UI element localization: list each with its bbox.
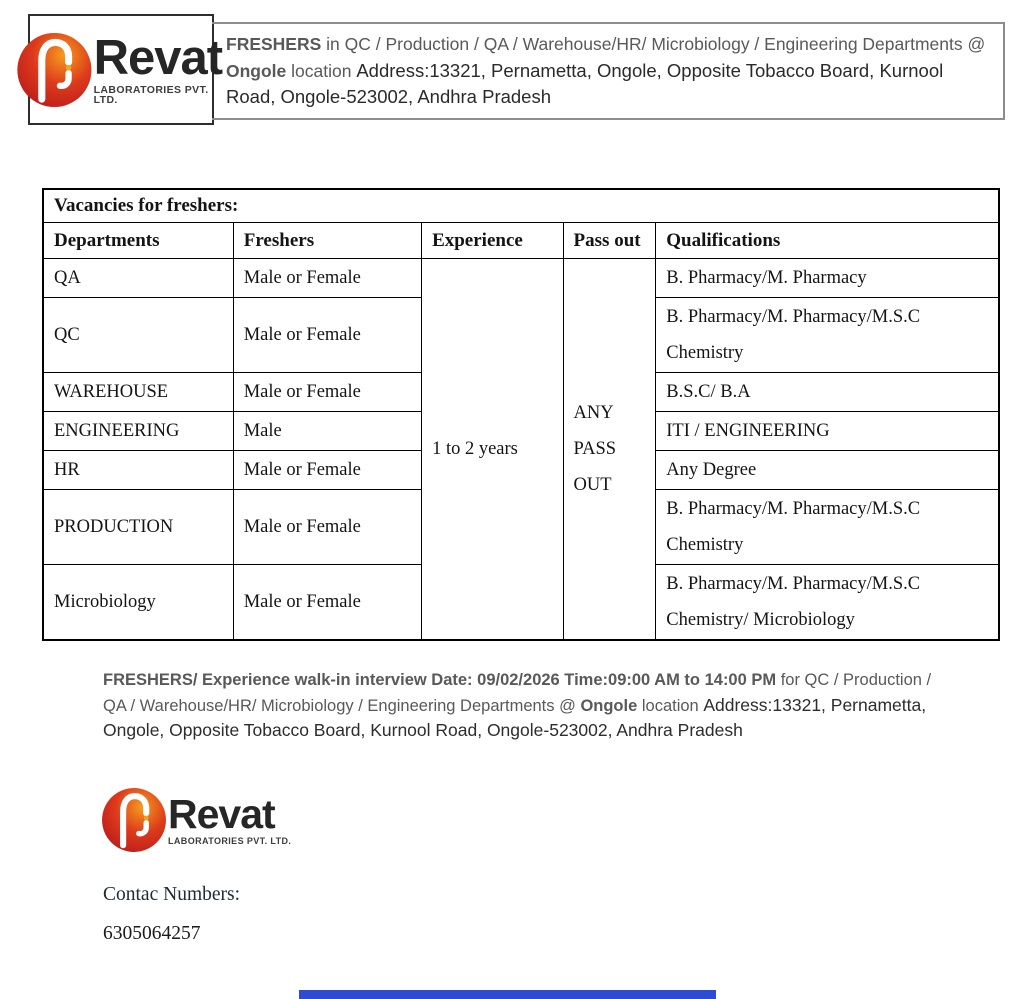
col-header-experience: Experience (422, 223, 563, 259)
details-datetime: Date: 09/02/2026 Time:09:00 AM to 14:00 PM (431, 671, 777, 689)
experience-cell: 1 to 2 years (422, 259, 563, 641)
qualification-cell: B.S.C/ B.A (656, 373, 999, 412)
department-cell: ENGINEERING (43, 412, 233, 451)
freshers-cell: Male or Female (233, 298, 421, 373)
logo-sub-text: LABORATORIES PVT. LTD. (168, 836, 292, 846)
qualification-cell: B. Pharmacy/M. Pharmacy/M.S.C Chemistry (656, 298, 999, 373)
details-departments-text: for QC / Production / QA / Warehouse/HR/ Microbiology / Engineering Departments @ (103, 671, 932, 715)
bottom-blue-bar (299, 990, 716, 999)
logo-sub-text: LABORATORIES PVT. LTD. (93, 83, 209, 106)
qualification-cell: ITI / ENGINEERING (656, 412, 999, 451)
logo-brand-text: Revat (93, 30, 223, 85)
department-cell: Microbiology (43, 565, 233, 641)
freshers-cell: Male or Female (233, 451, 421, 490)
col-header-freshers: Freshers (233, 223, 421, 259)
freshers-cell: Male (233, 412, 421, 451)
footer-logo-box (100, 786, 291, 854)
department-cell: QC (43, 298, 233, 373)
header-address: Address:13321, Pernametta, Ongole, Opposite Tobacco Board, Kurnool Road, Ongole-523002, Andhra Pradesh (226, 59, 944, 107)
vacancies-table (42, 188, 1000, 641)
qualification-cell: B. Pharmacy/M. Pharmacy/M.S.C Chemistry/ Microbiology (656, 565, 999, 641)
qualification-cell: Any Degree (656, 451, 999, 490)
department-cell: PRODUCTION (43, 490, 233, 565)
col-header-qualifications: Qualifications (656, 223, 999, 259)
table-row (43, 259, 999, 298)
freshers-cell: Male or Female (233, 565, 421, 641)
table-title-row (43, 189, 999, 223)
table-header-row (43, 223, 999, 259)
department-cell: HR (43, 451, 233, 490)
col-header-departments: Departments (43, 223, 233, 259)
qualification-cell: B. Pharmacy/M. Pharmacy/M.S.C Chemistry (656, 490, 999, 565)
freshers-cell: Male or Female (233, 490, 421, 565)
header-logo-box (28, 14, 223, 125)
contact-numbers-label: Contac Numbers: (103, 884, 241, 905)
department-cell: QA (43, 259, 233, 298)
revat-logo (100, 786, 291, 854)
qualification-cell: B. Pharmacy/M. Pharmacy (656, 259, 999, 298)
header-freshers-label: FRESHERS (226, 34, 322, 54)
revat-logo-icon (100, 786, 168, 854)
header-location-word: location (286, 60, 357, 81)
contact-phone-number: 6305064257 (103, 923, 201, 944)
logo-brand-text: Revat (168, 791, 275, 837)
revat-logo (15, 28, 227, 112)
details-location-word: location (637, 696, 704, 715)
department-cell: WAREHOUSE (43, 373, 233, 412)
pass-out-cell: ANY PASS OUT (563, 259, 656, 641)
table-title: Vacancies for freshers: (43, 189, 999, 223)
header-location-name: Ongole (226, 60, 287, 81)
details-interview-text: / Experience walk-in interview (192, 671, 432, 689)
details-freshers-label: FRESHERS (103, 671, 193, 689)
revat-logo-icon (15, 28, 94, 112)
header-departments-text: in QC / Production / QA / Warehouse/HR/ Microbiology / Engineering Departments @ (321, 34, 986, 54)
header-announcement (212, 22, 1005, 120)
freshers-cell: Male or Female (233, 373, 421, 412)
freshers-cell: Male or Female (233, 259, 421, 298)
col-header-pass-out: Pass out (563, 223, 656, 259)
details-address: Address:13321, Pernametta, Ongole, Opposite Tobacco Board, Kurnool Road, Ongole-523002, Andhra Pradesh (103, 694, 927, 740)
details-location-name: Ongole (580, 696, 638, 715)
walkin-details (103, 668, 936, 744)
